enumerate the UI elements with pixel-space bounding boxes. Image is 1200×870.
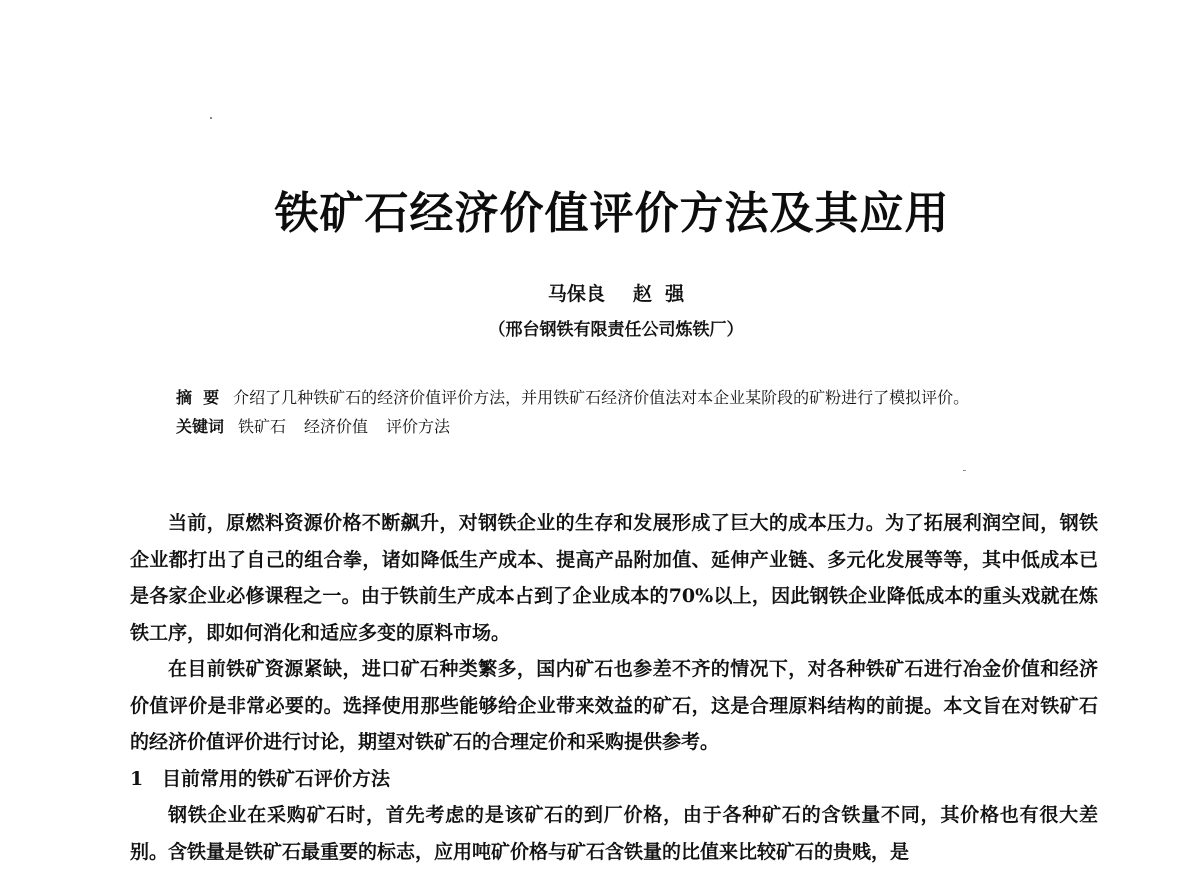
keywords [176, 413, 1056, 440]
body-paragraph: 钢铁企业在采购矿石时，首先考虑的是该矿石的到厂价格，由于各种矿石的含铁量不同，其价格也有很大差别。含铁量是铁矿石最重要的标志，应用吨矿价格与矿石含铁量的比值来比较矿石的贵贱，是 [130, 804, 1098, 863]
scan-speck [210, 117, 212, 119]
keyword: 铁矿石 [238, 417, 287, 436]
author-name: 赵 强 [632, 283, 685, 305]
abstract-section [176, 384, 1056, 440]
author-name: 马保良 [547, 283, 605, 305]
keywords-label: 关键词 [176, 417, 225, 436]
abstract-text: 介绍了几种铁矿石的经济价值评价方法，并用铁矿石经济价值法对本企业某阶段的矿粉进行了模拟评价。 [233, 388, 970, 407]
keyword: 经济价值 [304, 417, 369, 436]
scan-speck [963, 470, 966, 471]
section-number: 1 [130, 767, 144, 790]
keyword: 评价方法 [386, 417, 451, 436]
abstract-label: 摘 要 [176, 388, 220, 407]
section-heading [130, 761, 1098, 798]
body-paragraph: 在目前铁矿资源紧缺，进口矿石种类繁多，国内矿石也参差不齐的情况下，对各种铁矿石进行冶金价值和经济价值评价是非常必要的。选择使用那些能够给企业带来效益的矿石，这是合理原料结构的前提。本文旨在对铁矿石的经济价值评价进行讨论，期望对铁矿石的合理定价和采购提供参考。 [130, 658, 1098, 753]
author-list [0, 281, 1200, 307]
body-paragraph: 当前，原燃料资源价格不断飙升，对钢铁企业的生存和发展形成了巨大的成本压力。为了拓展利润空间，钢铁企业都打出了自己的组合拳，诸如降低生产成本、提高产品附加值、延伸产业链、多元化发展等等，其中低成本已是各家企业必修课程之一。由于铁前生产成本占到了企业成本的70%以上，因此钢铁企业降低成本的重头戏就在炼铁工序，即如何消化和适应多变的原料市场。 [130, 512, 1098, 644]
paper-title: 铁矿石经济价值评价方法及其应用 [274, 188, 950, 239]
abstract [176, 384, 1056, 411]
section-title: 目前常用的铁矿石评价方法 [162, 767, 391, 790]
author-affiliation: （邢台钢铁有限责任公司炼铁厂） [488, 320, 744, 340]
body-text [130, 505, 1098, 870]
